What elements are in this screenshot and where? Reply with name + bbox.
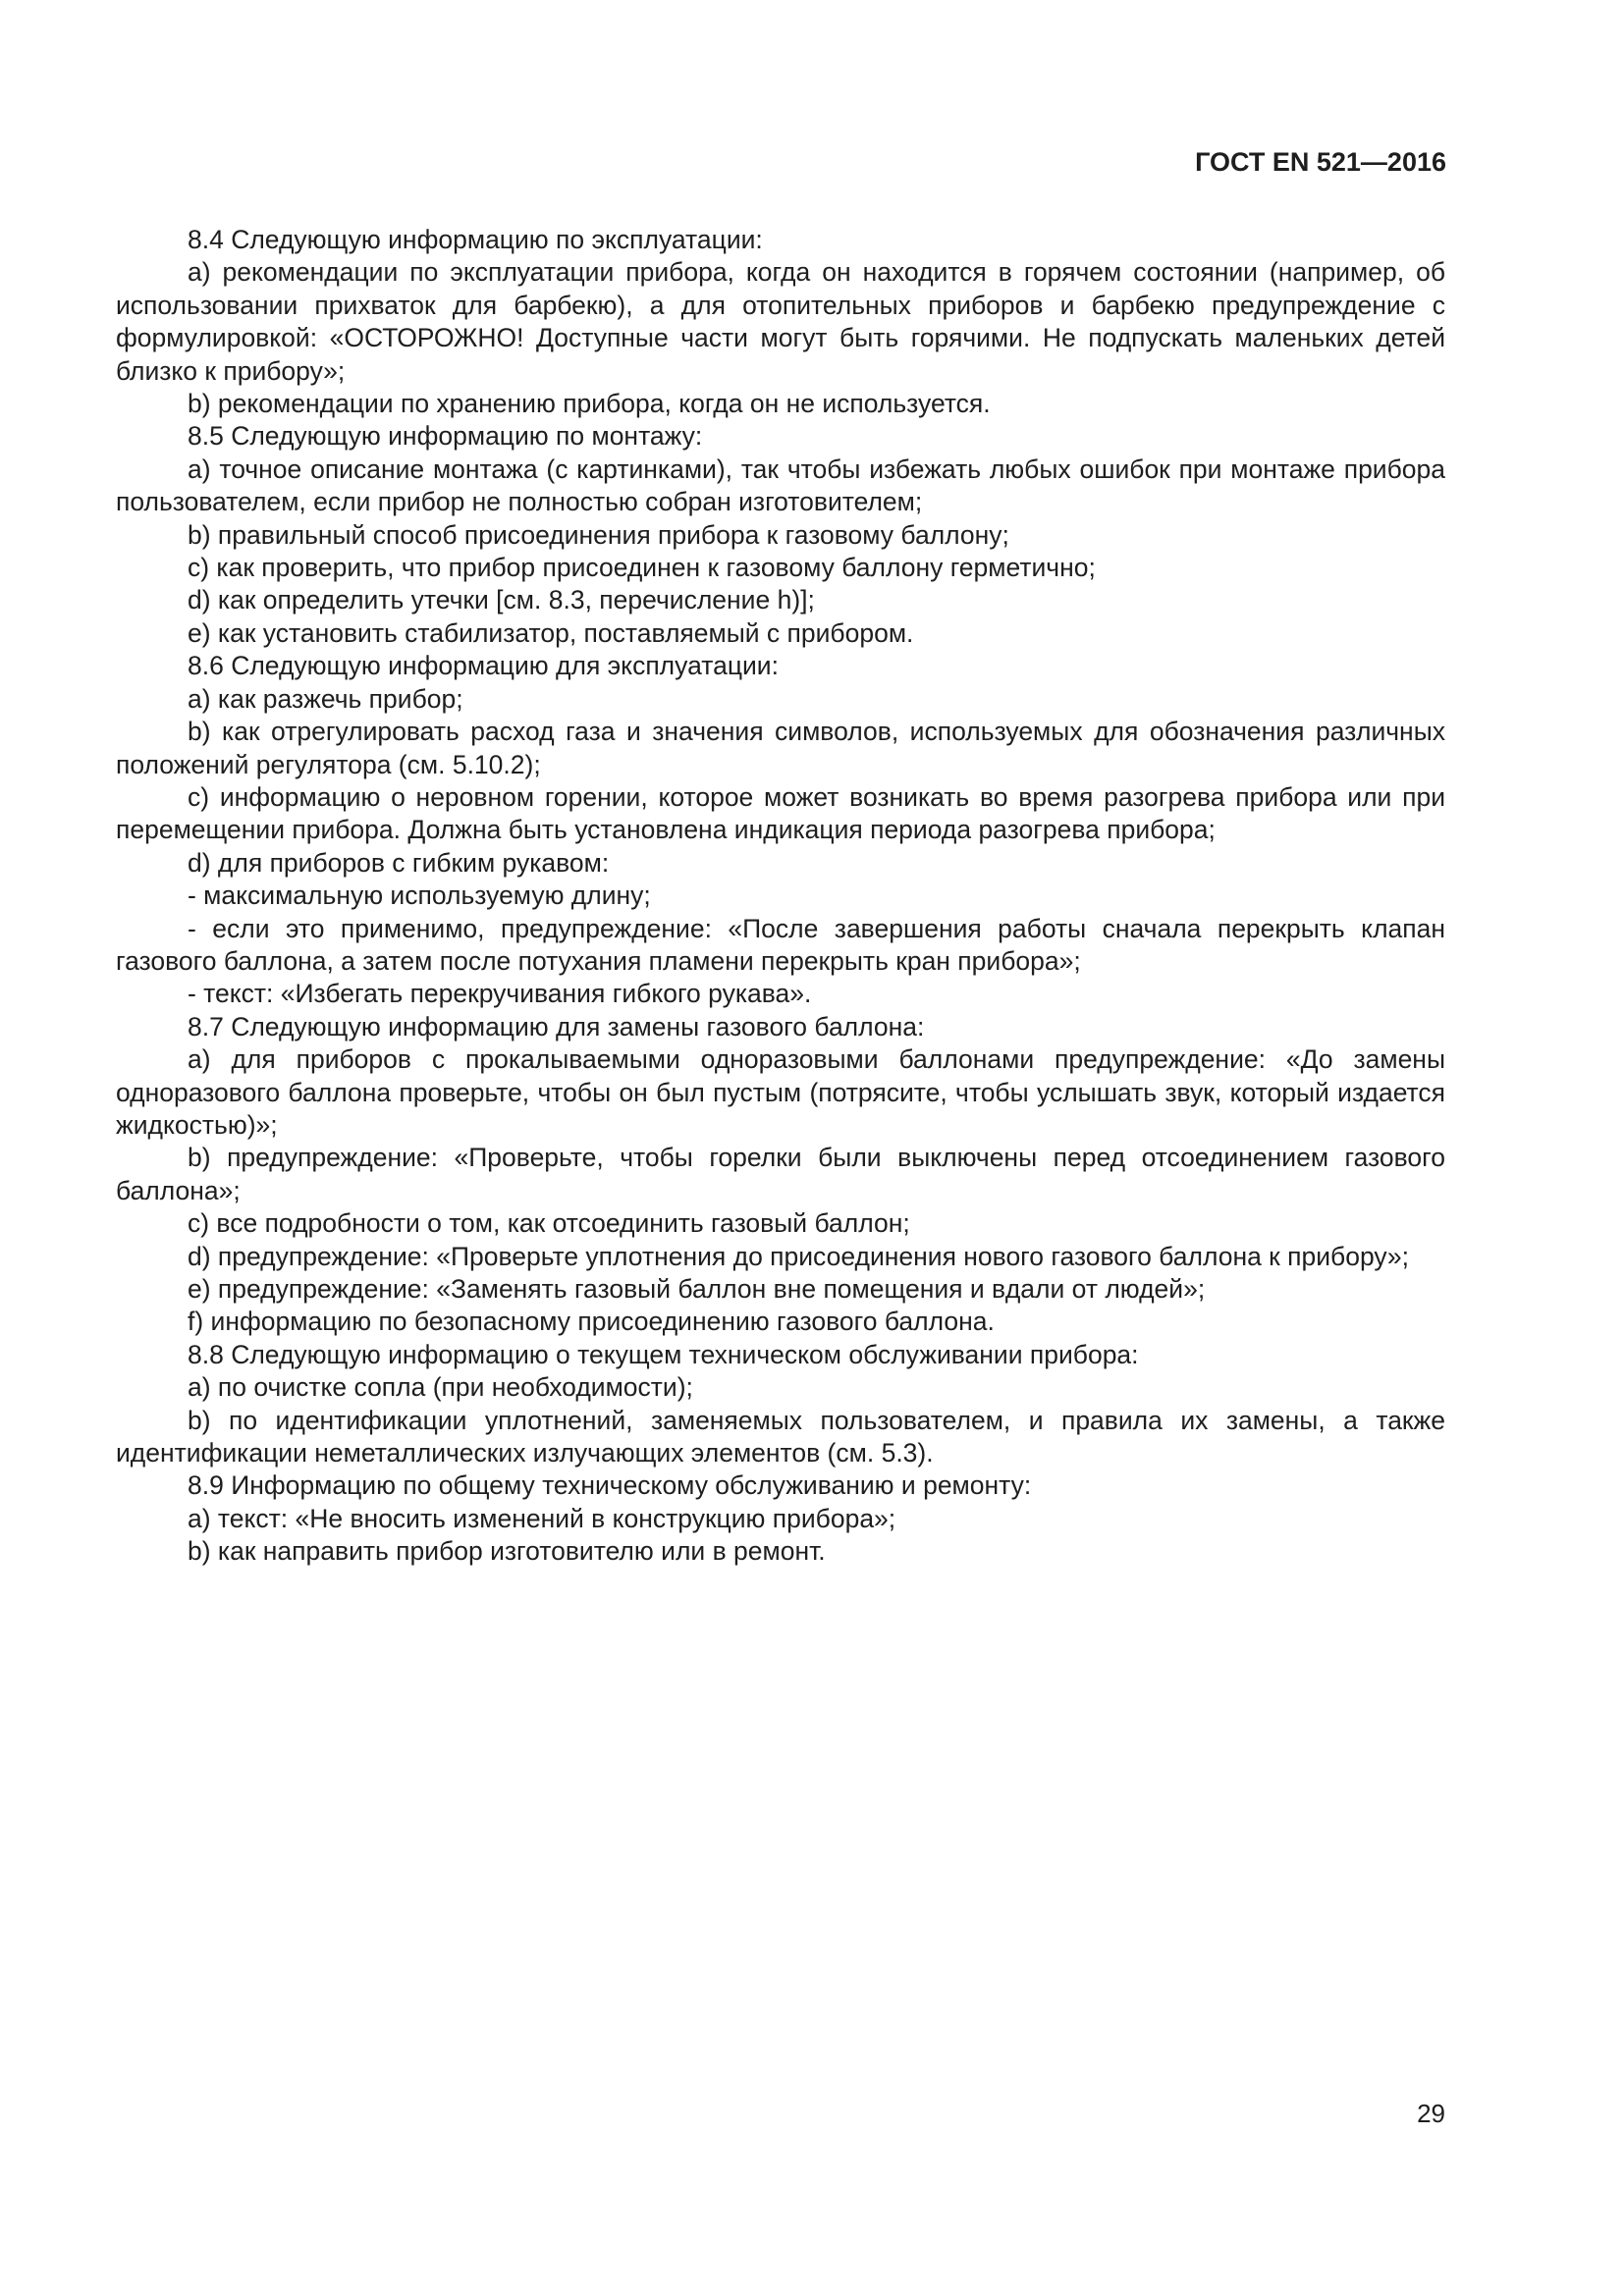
list-item: a) текст: «Не вносить изменений в конструкцию прибора»;: [188, 1503, 896, 1533]
section-8-5-heading: 8.5 Следующую информацию по монтажу:: [188, 421, 703, 452]
list-item: f) информацию по безопасному присоединению газового баллона.: [188, 1307, 995, 1337]
list-item: - текст: «Избегать перекручивания гибкого рукава».: [188, 979, 812, 1009]
list-item: b) как отрегулировать расход газа и значения символов, используемых для обозначения различных положений регулятора (см. 5.10.2);: [116, 717, 1445, 779]
section-8-8-heading: 8.8 Следующую информацию о текущем техническом обслуживании прибора:: [188, 1339, 1139, 1369]
list-item: d) предупреждение: «Проверьте уплотнения до присоединения нового газового баллона к прибору»;: [188, 1241, 1410, 1271]
list-item: a) для приборов с прокалываемыми одноразовыми баллонами предупреждение: «До замены одноразового баллона проверьте, чтобы он был пустым (потрясите, чтобы услышать звук, который издается жидкостью)»;: [116, 1044, 1445, 1140]
list-item: a) по очистке сопла (при необходимости);: [188, 1372, 693, 1403]
list-item: d) для приборов с гибким рукавом:: [188, 847, 610, 878]
list-item: c) все подробности о том, как отсоединить газовый баллон;: [188, 1208, 910, 1239]
list-item: - если это применимо, предупреждение: «После завершения работы сначала перекрыть клапан газового баллона, а затем после потухания пламени перекрыть кран прибора»;: [116, 913, 1445, 976]
section-8-9-heading: 8.9 Информацию по общему техническому обслуживанию и ремонту:: [188, 1470, 1032, 1501]
list-item: b) правильный способ присоединения прибора к газовому баллону;: [188, 519, 1009, 550]
section-8-7-heading: 8.7 Следующую информацию для замены газового баллона:: [188, 1011, 925, 1041]
list-item: d) как определить утечки [см. 8.3, перечисление h)];: [188, 585, 815, 615]
list-item: a) рекомендации по эксплуатации прибора, когда он находится в горячем состоянии (например, об использовании прихваток для барбекю), а для отопительных приборов и барбекю предупреждение с формулировкой: «ОСТОРОЖНО! Доступные части могут быть горячими. Не подпускать маленьких детей близко к прибору»;: [116, 257, 1445, 386]
section-8-6-heading: 8.6 Следующую информацию для эксплуатации:: [188, 651, 779, 681]
list-item: c) как проверить, что прибор присоединен к газовому баллону герметично;: [188, 553, 1096, 583]
list-item: e) предупреждение: «Заменять газовый баллон вне помещения и вдали от людей»;: [188, 1274, 1206, 1304]
list-item: b) по идентификации уплотнений, заменяемых пользователем, и правила их замены, а также идентификации неметаллических излучающих элементов (см. 5.3).: [116, 1405, 1445, 1468]
list-item: a) как разжечь прибор;: [188, 683, 463, 714]
list-item: b) как направить прибор изготовителю или в ремонт.: [188, 1536, 826, 1567]
document-body: [116, 224, 1445, 1569]
section-8-4-heading: 8.4 Следующую информацию по эксплуатации:: [188, 225, 763, 254]
list-item: b) рекомендации по хранению прибора, когда он не используется.: [188, 389, 991, 419]
list-item: a) точное описание монтажа (с картинками), так чтобы избежать любых ошибок при монтаже прибора пользователем, если прибор не полностью собран изготовителем;: [116, 454, 1445, 517]
list-item: c) информацию о неровном горении, которое может возникать во время разогрева прибора или при перемещении прибора. Должна быть установлена индикация периода разогрева прибора;: [116, 781, 1445, 845]
list-item: e) как установить стабилизатор, поставляемый с прибором.: [188, 617, 914, 648]
list-item: - максимальную используемую длину;: [188, 881, 651, 911]
page-number: 29: [1417, 2099, 1445, 2128]
list-item: b) предупреждение: «Проверьте, чтобы горелки были выключены перед отсоединением газового баллона»;: [116, 1143, 1445, 1205]
document-header: ГОСТ EN 521—2016: [1195, 147, 1446, 177]
